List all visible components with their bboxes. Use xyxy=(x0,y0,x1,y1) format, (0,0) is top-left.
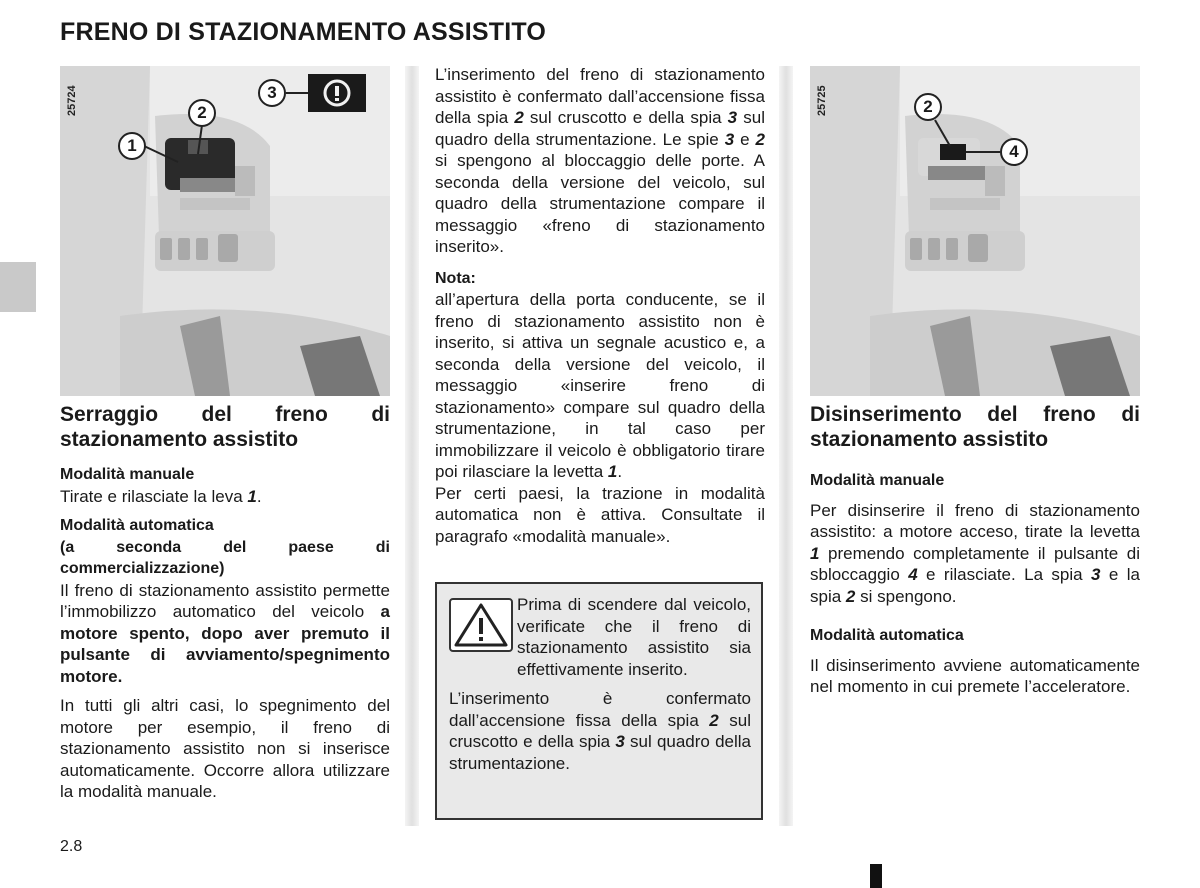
dashboard-photo-left xyxy=(60,66,390,396)
callout-3: 3 xyxy=(258,79,286,107)
auto-mode-label: Modalità automatica xyxy=(60,517,214,534)
section-heading: Disinserimento del freno di stazionamento assistito xyxy=(810,403,1140,451)
callout-4: 4 xyxy=(1000,138,1028,166)
page-number: 2.8 xyxy=(60,838,83,855)
warning-box xyxy=(435,582,763,820)
column-divider xyxy=(405,66,419,826)
manual-mode-label: Modalità manuale xyxy=(810,472,945,489)
warning-text-2: L’inserimento è confermato dall’accensione fissa della spia 2 sul cruscotto e della spia 3 sul quadro della strumentazione. xyxy=(449,689,751,773)
note-text: all’apertura della porta conducente, se il freno di stazionamento assistito non è inserito, si attiva un segnale acustico e, a seconda della versione del veicolo, il messaggio «inserire freno di stazionamento» compare sul quadro della strumentazione, in tal caso per immobilizzare il veicolo è obbligatorio tirare poi rilasciare la levetta 1. xyxy=(435,290,765,481)
callout-2: 2 xyxy=(188,99,216,127)
engagement-text: L’inserimento del freno di stazionamento assistito è confermato dall’accensione fissa della spia 2 sul cruscotto e della spia 3 sul quadro della strumentazione. Le spie 3 e 2 si spengono al bloccaggio delle porte. A seconda della versione del veicolo, sul quadro della strumentazione compare il messaggio «freno di stazionamento inserito». xyxy=(435,65,765,256)
dashboard-photo-right xyxy=(810,66,1140,396)
note-label: Nota: xyxy=(435,269,476,287)
right-column xyxy=(810,402,1140,698)
figure-code: 25725 xyxy=(816,85,828,116)
auto-mode-label: Modalità automatica xyxy=(810,627,964,644)
page-edge-mark xyxy=(870,864,882,888)
auto-mode-subtitle: (a seconda del paese di commercializzazione) xyxy=(60,538,390,577)
warning-triangle-icon xyxy=(449,598,513,652)
section-tab xyxy=(0,262,36,312)
manual-mode-text: Tirate e rilasciate la leva 1. xyxy=(60,486,262,506)
callout-2: 2 xyxy=(914,93,942,121)
figure-right xyxy=(810,66,1140,396)
manual-mode-label: Modalità manuale xyxy=(60,466,195,483)
auto-mode-text: Il disinserimento avviene automaticamente nel momento in cui premete l’acceleratore. xyxy=(810,655,1140,696)
middle-column xyxy=(435,64,765,547)
figure-code: 25724 xyxy=(66,85,78,116)
manual-mode-text: Per disinserire il freno di stazionamento assistito: a motore acceso, tirate la levetta 1 premendo completamente il pulsante di sbloccaggio 4 e rilasciate. La spia 3 e la spia 2 si spengono. xyxy=(810,500,1140,606)
column-divider xyxy=(779,66,793,826)
section-heading: Serraggio del freno di stazionamento assistito xyxy=(60,403,390,451)
callout-1: 1 xyxy=(118,132,146,160)
warning-text-1: Prima di scendere dal veicolo, verificate che il freno di stazionamento assistito sia effettivamente inserito. xyxy=(517,595,751,679)
other-cases-text: In tutti gli altri casi, lo spegnimento del motore per esempio, il freno di stazionamento assistito non si inserisce automaticamente. Occorre allora utilizzare la modalità manuale. xyxy=(60,696,390,801)
figure-left xyxy=(60,66,390,396)
left-column xyxy=(60,402,390,803)
page-title: FRENO DI STAZIONAMENTO ASSISTITO xyxy=(60,18,547,46)
auto-mode-text: Il freno di stazionamento assistito permette l’immobilizzo automatico del veicolo a motore spento, dopo aver premuto il pulsante di avviamento/spegnimento motore. xyxy=(60,580,390,686)
note-text-2: Per certi paesi, la trazione in modalità automatica non è attiva. Consultate il paragrafo «modalità manuale». xyxy=(435,483,765,546)
